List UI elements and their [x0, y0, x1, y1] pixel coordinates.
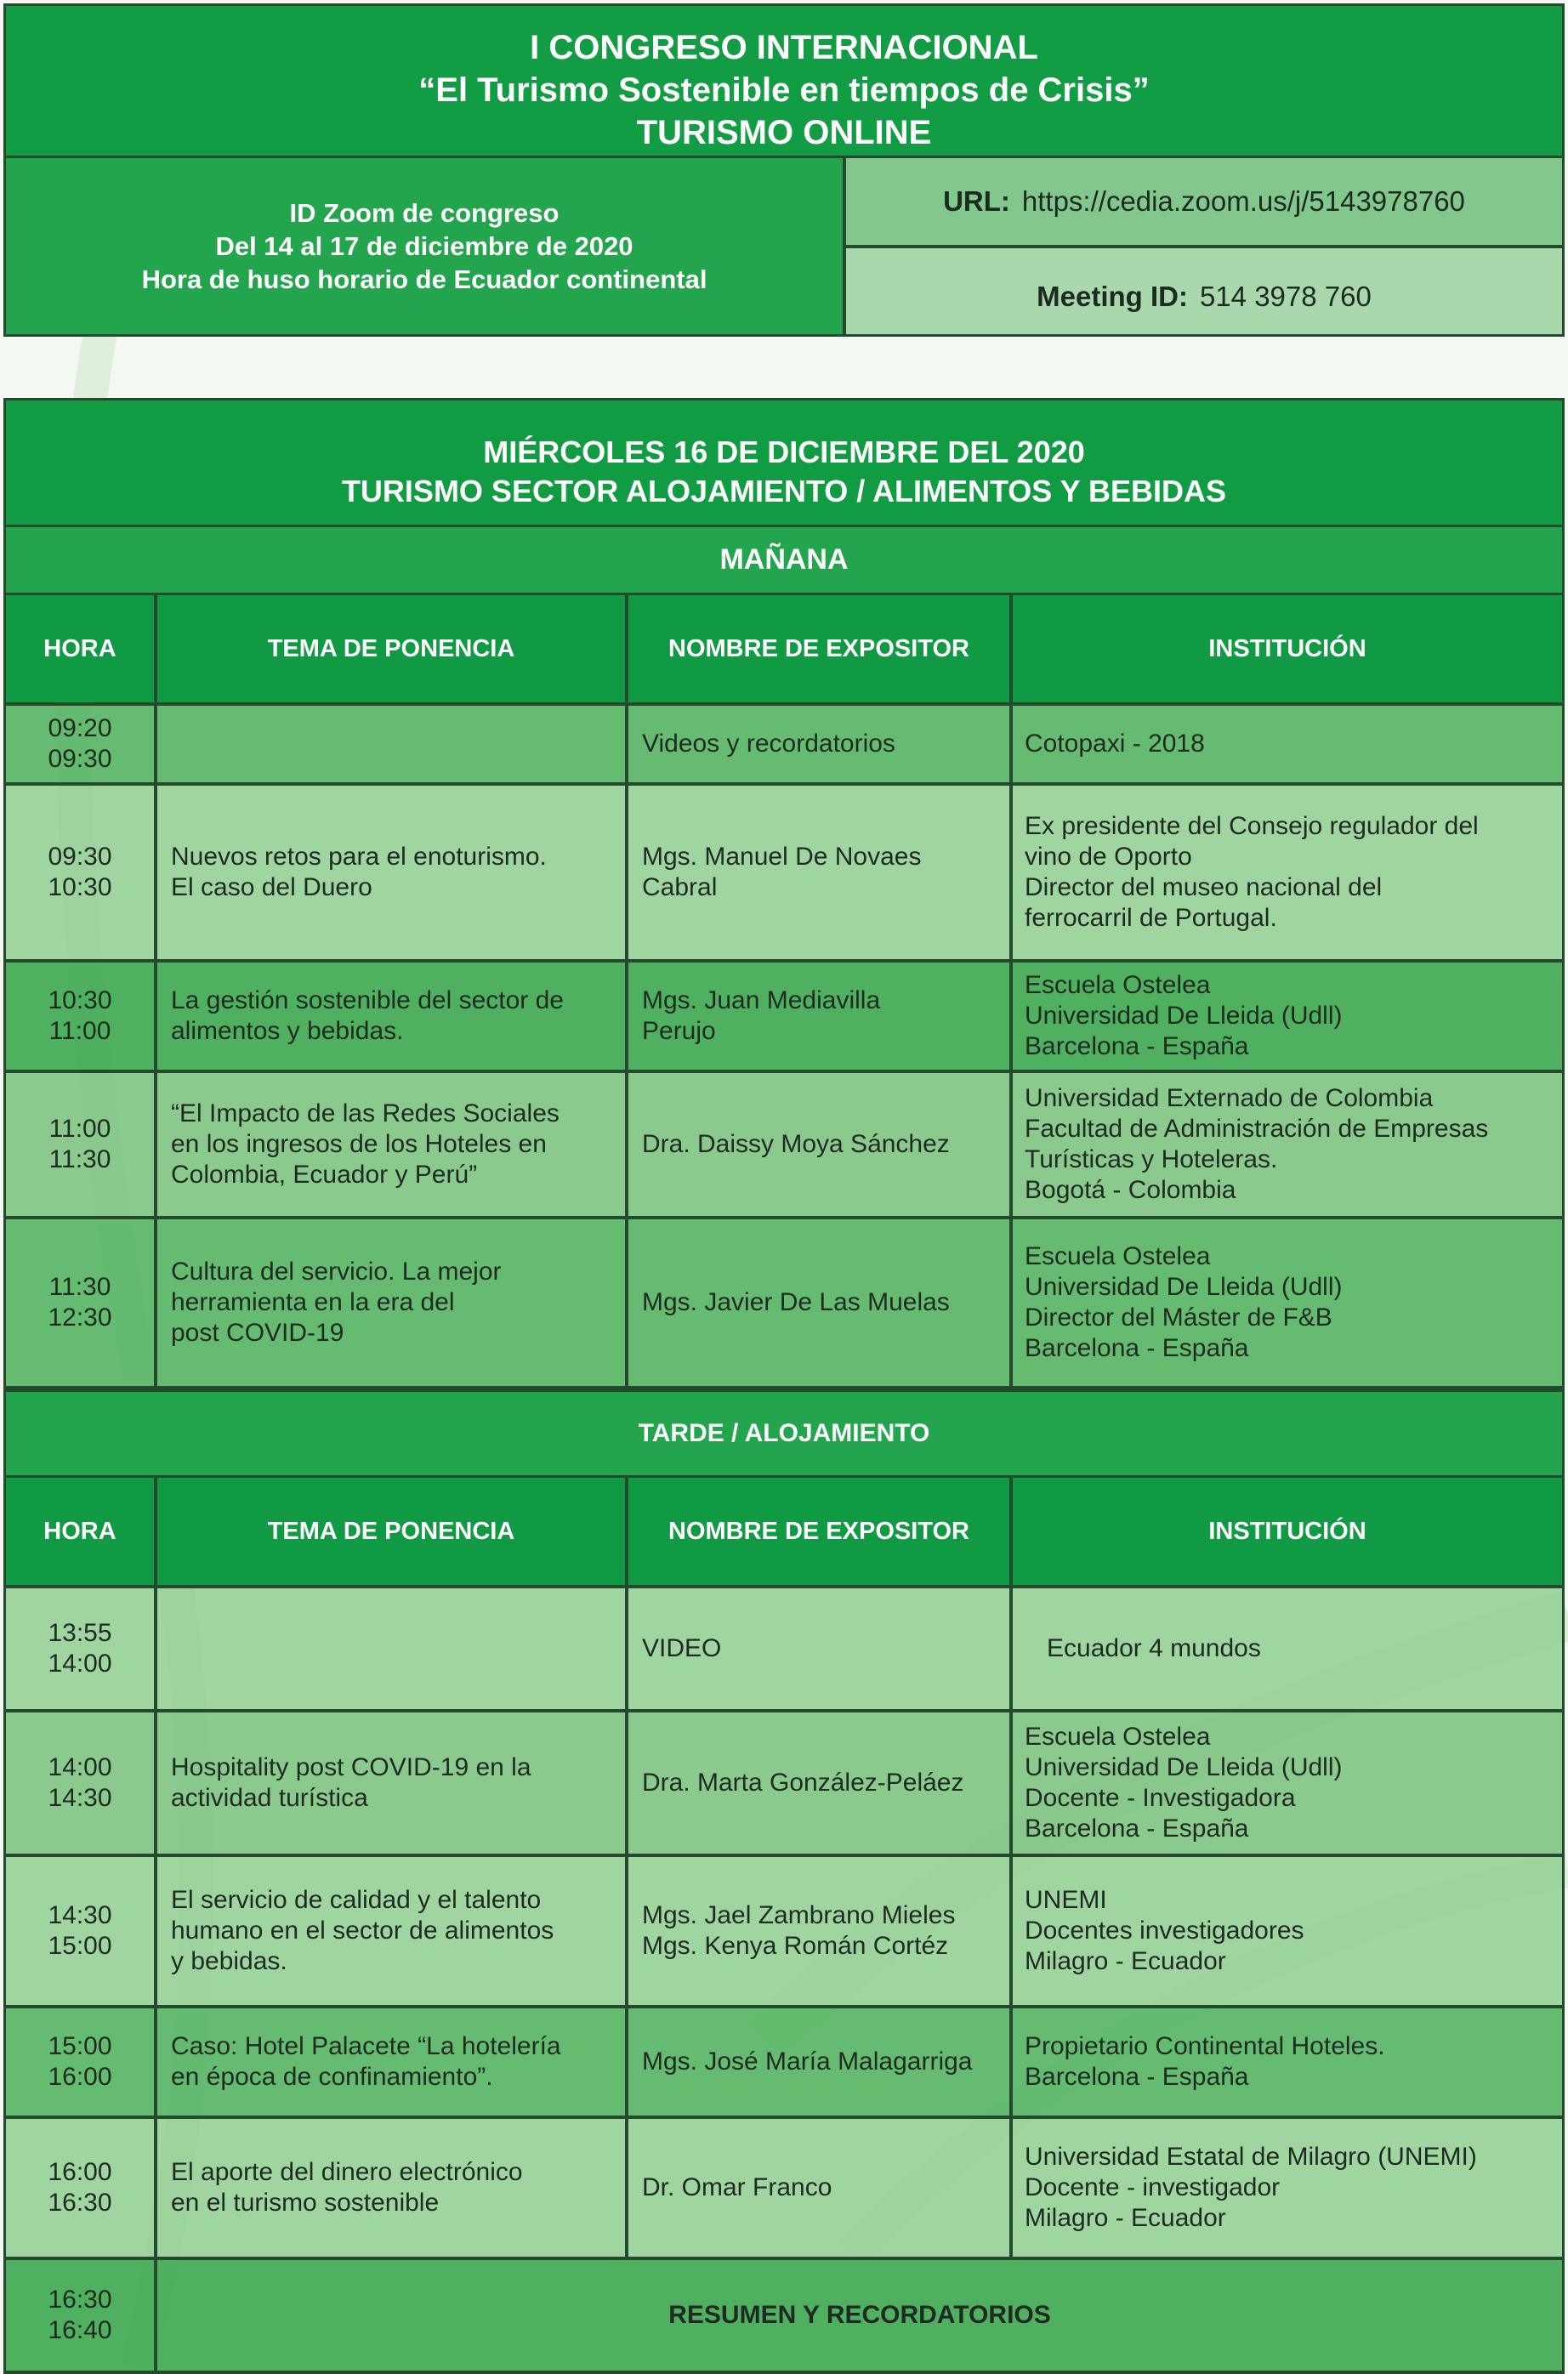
congress-title-line2: “El Turismo Sostenible en tiempos de Crisis”	[418, 71, 1150, 109]
congress-dates: Del 14 al 17 de diciembre de 2020	[215, 231, 633, 261]
column-header-hora: HORA	[6, 595, 157, 702]
table-row	[6, 1588, 1562, 1712]
afternoon-table-header	[6, 1478, 1562, 1588]
zoom-access	[846, 158, 1562, 334]
session-time: 15:00 16:00	[6, 2008, 157, 2116]
session-institution: Escuela Ostelea Universidad De Lleida (Udll) Director del Máster de F&B Barcelona - España	[1025, 1242, 1343, 1362]
column-header-expositor: NOMBRE DE EXPOSITOR	[628, 1478, 1013, 1585]
session-speaker: Dra. Marta González-Peláez	[628, 1712, 1013, 1854]
table-row	[6, 2008, 1562, 2119]
closing-summary-label: RESUMEN Y RECORDATORIOS	[668, 2301, 1051, 2329]
session-speaker: Mgs. José María Malagarriga	[628, 2008, 1013, 2116]
zoom-url-link[interactable]: https://cedia.zoom.us/j/5143978760	[1021, 185, 1465, 217]
day-theme: TURISMO SECTOR ALOJAMIENTO / ALIMENTOS Y BEBIDAS	[341, 474, 1227, 508]
session-time: 09:30 10:30	[6, 786, 157, 959]
session-institution: Universidad Estatal de Milagro (UNEMI) Docente - investigador Milagro - Ecuador	[1025, 2143, 1477, 2232]
session-institution: Propietario Continental Hoteles. Barcelona - España	[1025, 2032, 1385, 2091]
session-time: 16:30 16:40	[6, 2260, 157, 2371]
day-header	[3, 398, 1565, 527]
table-row	[6, 1219, 1562, 1389]
morning-table-header	[6, 595, 1562, 706]
session-institution: Escuela Ostelea Universidad De Lleida (Udll) Docente - Investigadora Barcelona - España	[1025, 1723, 1343, 1843]
congress-title	[3, 3, 1565, 158]
meeting-id-label: Meeting ID:	[1037, 280, 1188, 312]
session-institution: UNEMI Docentes investigadores Milagro - Ecuador	[1025, 1886, 1304, 1975]
session-time: 14:00 14:30	[6, 1712, 157, 1854]
closing-row	[6, 2260, 1562, 2374]
column-header-tema: TEMA DE PONENCIA	[157, 595, 628, 702]
session-topic	[157, 706, 628, 782]
column-header-hora: HORA	[6, 1478, 157, 1585]
session-topic: El servicio de calidad y el talento humano en el sector de alimentos y bebidas.	[157, 1857, 628, 2005]
session-time: 11:30 12:30	[6, 1219, 157, 1386]
session-topic	[157, 1588, 628, 1709]
session-time: 09:20 09:30	[6, 706, 157, 782]
session-topic: El aporte del dinero electrónico en el turismo sostenible	[157, 2119, 628, 2257]
table-row	[6, 1857, 1562, 2008]
zoom-id-label: ID Zoom de congreso	[289, 198, 560, 228]
session-speaker: Mgs. Juan Mediavilla Perujo	[628, 963, 1013, 1070]
day-date: MIÉRCOLES 16 DE DICIEMBRE DEL 2020	[483, 434, 1085, 469]
session-institution: Universidad Externado de Colombia Facultad de Administración de Empresas Turísticas y Hoteleras. Bogotá - Colombia	[1025, 1084, 1489, 1204]
meeting-id-value: 514 3978 760	[1199, 280, 1372, 312]
session-topic: “El Impacto de las Redes Sociales en los ingresos de los Hoteles en Colombia, Ecuador y Perú”	[157, 1073, 628, 1216]
session-institution: Cotopaxi - 2018	[1025, 730, 1205, 758]
zoom-details	[6, 158, 846, 334]
afternoon-table	[3, 1478, 1565, 2374]
zoom-url-row	[846, 158, 1562, 248]
session-speaker: Mgs. Javier De Las Muelas	[628, 1219, 1013, 1386]
column-header-institucion: INSTITUCIÓN	[1208, 1518, 1366, 1545]
session-topic: Caso: Hotel Palacete “La hotelería en época de confinamiento”.	[157, 2008, 628, 2116]
session-speaker: VIDEO	[628, 1588, 1013, 1709]
table-row	[6, 786, 1562, 963]
session-institution: Ecuador 4 mundos	[1047, 1634, 1261, 1662]
session-speaker: Dr. Omar Franco	[628, 2119, 1013, 2257]
session-time: 13:55 14:00	[6, 1588, 157, 1709]
zoom-info	[3, 158, 1565, 337]
afternoon-section-title: TARDE / ALOJAMIENTO	[3, 1389, 1565, 1478]
session-institution: Escuela Ostelea Universidad De Lleida (Udll) Barcelona - España	[1025, 971, 1343, 1060]
session-time: 11:00 11:30	[6, 1073, 157, 1216]
column-header-tema: TEMA DE PONENCIA	[157, 1478, 628, 1585]
meeting-id-row	[846, 248, 1562, 334]
congress-title-line1: I CONGRESO INTERNACIONAL	[530, 29, 1038, 66]
timezone-note: Hora de huso horario de Ecuador continental	[141, 264, 707, 294]
session-speaker: Mgs. Jael Zambrano Mieles Mgs. Kenya Román Cortéz	[628, 1857, 1013, 2005]
morning-table	[3, 595, 1565, 1389]
table-row	[6, 706, 1562, 786]
table-row	[6, 1073, 1562, 1219]
session-topic: Nuevos retos para el enoturismo. El caso del Duero	[157, 786, 628, 959]
table-row	[6, 963, 1562, 1073]
session-topic: La gestión sostenible del sector de alimentos y bebidas.	[157, 963, 628, 1070]
session-topic: Cultura del servicio. La mejor herramienta en la era del post COVID-19	[157, 1219, 628, 1386]
session-institution: Ex presidente del Consejo regulador del vino de Oporto Director del museo nacional del ferrocarril de Portugal.	[1025, 812, 1479, 932]
table-row	[6, 2119, 1562, 2260]
column-header-expositor: NOMBRE DE EXPOSITOR	[628, 595, 1013, 702]
morning-section-title: MAÑANA	[3, 527, 1565, 595]
session-topic: Hospitality post COVID-19 en la actividad turística	[157, 1712, 628, 1854]
session-speaker: Mgs. Manuel De Novaes Cabral	[628, 786, 1013, 959]
table-row	[6, 1712, 1562, 1857]
session-time: 10:30 11:00	[6, 963, 157, 1070]
column-header-institucion: INSTITUCIÓN	[1208, 635, 1366, 662]
session-speaker: Videos y recordatorios	[628, 706, 1013, 782]
session-time: 16:00 16:30	[6, 2119, 157, 2257]
url-label: URL:	[943, 185, 1010, 217]
session-speaker: Dra. Daissy Moya Sánchez	[628, 1073, 1013, 1216]
session-time: 14:30 15:00	[6, 1857, 157, 2005]
congress-title-line3: TURISMO ONLINE	[636, 114, 932, 151]
